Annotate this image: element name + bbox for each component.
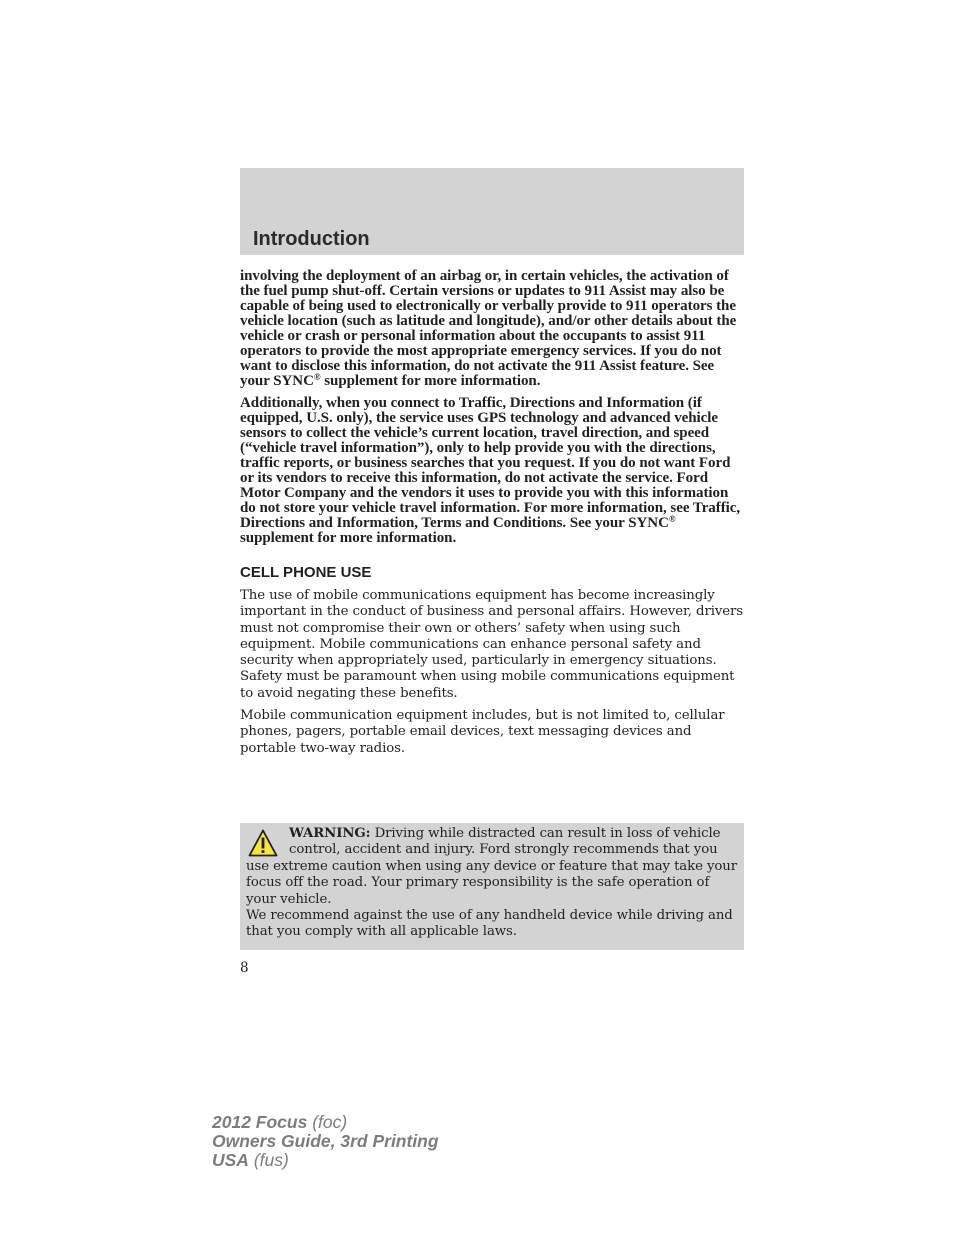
footer-model: 2012 Focus <box>212 1112 308 1132</box>
warning-body-2: We recommend against the use of any handheld device while driving and that you comply with all applicable laws. <box>246 908 733 940</box>
cell-phone-paragraph-2: Mobile communication equipment includes, but is not limited to, cellular phones, pagers, portable email devices, text messaging devices and portable two-way radios. <box>240 708 725 756</box>
warning-label: WARNING: <box>289 826 371 841</box>
warning-text <box>246 826 738 941</box>
warning-body: Driving while distracted can result in loss of vehicle control, accident and injury. Ford strongly recommends that you use extreme caution when using any device or feature that may take your focus off the road. Your primary responsibility is the safe operation of your vehicle. <box>246 826 738 907</box>
paragraph-911-assist-text: involving the deployment of an airbag or, in certain vehicles, the activation of the fuel pump shut-off. Certain versions or updates to 911 Assist may also be capable of being used to electronically or verbally provide to 911 operators the vehicle location (such as latitude and longitude), and/or other details about the vehicle or crash or personal information about the occupants to assist 911 operators to provide the most appropriate emergency services. If you do not want to disclose this information, do not activate the 911 Assist feature. See your SYNC <box>240 268 737 389</box>
footer-line-2: Owners Guide, 3rd Printing <box>212 1131 439 1151</box>
section-title: Introduction <box>253 228 370 250</box>
footer <box>212 1113 439 1170</box>
paragraph-traffic-directions <box>240 396 744 546</box>
paragraph-traffic-directions-text: Additionally, when you connect to Traffic, Directions and Information (if equipped, U.S. only), the service uses GPS technology and advanced vehicle sensors to collect the vehicle’s current location, travel direction, and speed (“vehicle travel information”), only to help provide you with the directions, traffic reports, or business searches that you request. If you do not want Ford or its vendors to receive this information, do not activate the service. Ford Motor Company and the vendors it uses to provide you with this information do not store your vehicle travel information. For more information, see Traffic, Directions and Information, Terms and Conditions. See your SYNC <box>240 395 741 531</box>
footer-model-code: (foc) <box>307 1112 348 1132</box>
footer-market-code: (fus) <box>248 1150 289 1170</box>
paragraph-traffic-directions-end: supplement for more information. <box>240 530 457 546</box>
warning-icon-spacer <box>246 826 289 857</box>
registered-mark: ® <box>668 514 676 524</box>
page-number: 8 <box>240 960 249 976</box>
paragraph-911-assist <box>240 269 744 389</box>
cell-phone-heading: CELL PHONE USE <box>240 564 372 581</box>
cell-phone-paragraph-1: The use of mobile communications equipment has become increasingly important in the conduct of business and personal affairs. However, drivers must not compromise their own or others’ safety when using such equipment. Mobile communications can enhance personal safety and security when appropriately used, particularly in emergency situations. Safety must be paramount when using mobile communications equipment to avoid negating these benefits. <box>240 588 744 701</box>
footer-market: USA <box>212 1150 249 1170</box>
warning-box <box>240 823 744 950</box>
footer-line-3 <box>212 1151 439 1170</box>
registered-mark: ® <box>313 372 321 382</box>
footer-line-1 <box>212 1113 439 1132</box>
main-content <box>240 269 744 763</box>
section-header-band <box>240 168 744 255</box>
paragraph-911-assist-end: supplement for more information. <box>320 373 541 389</box>
